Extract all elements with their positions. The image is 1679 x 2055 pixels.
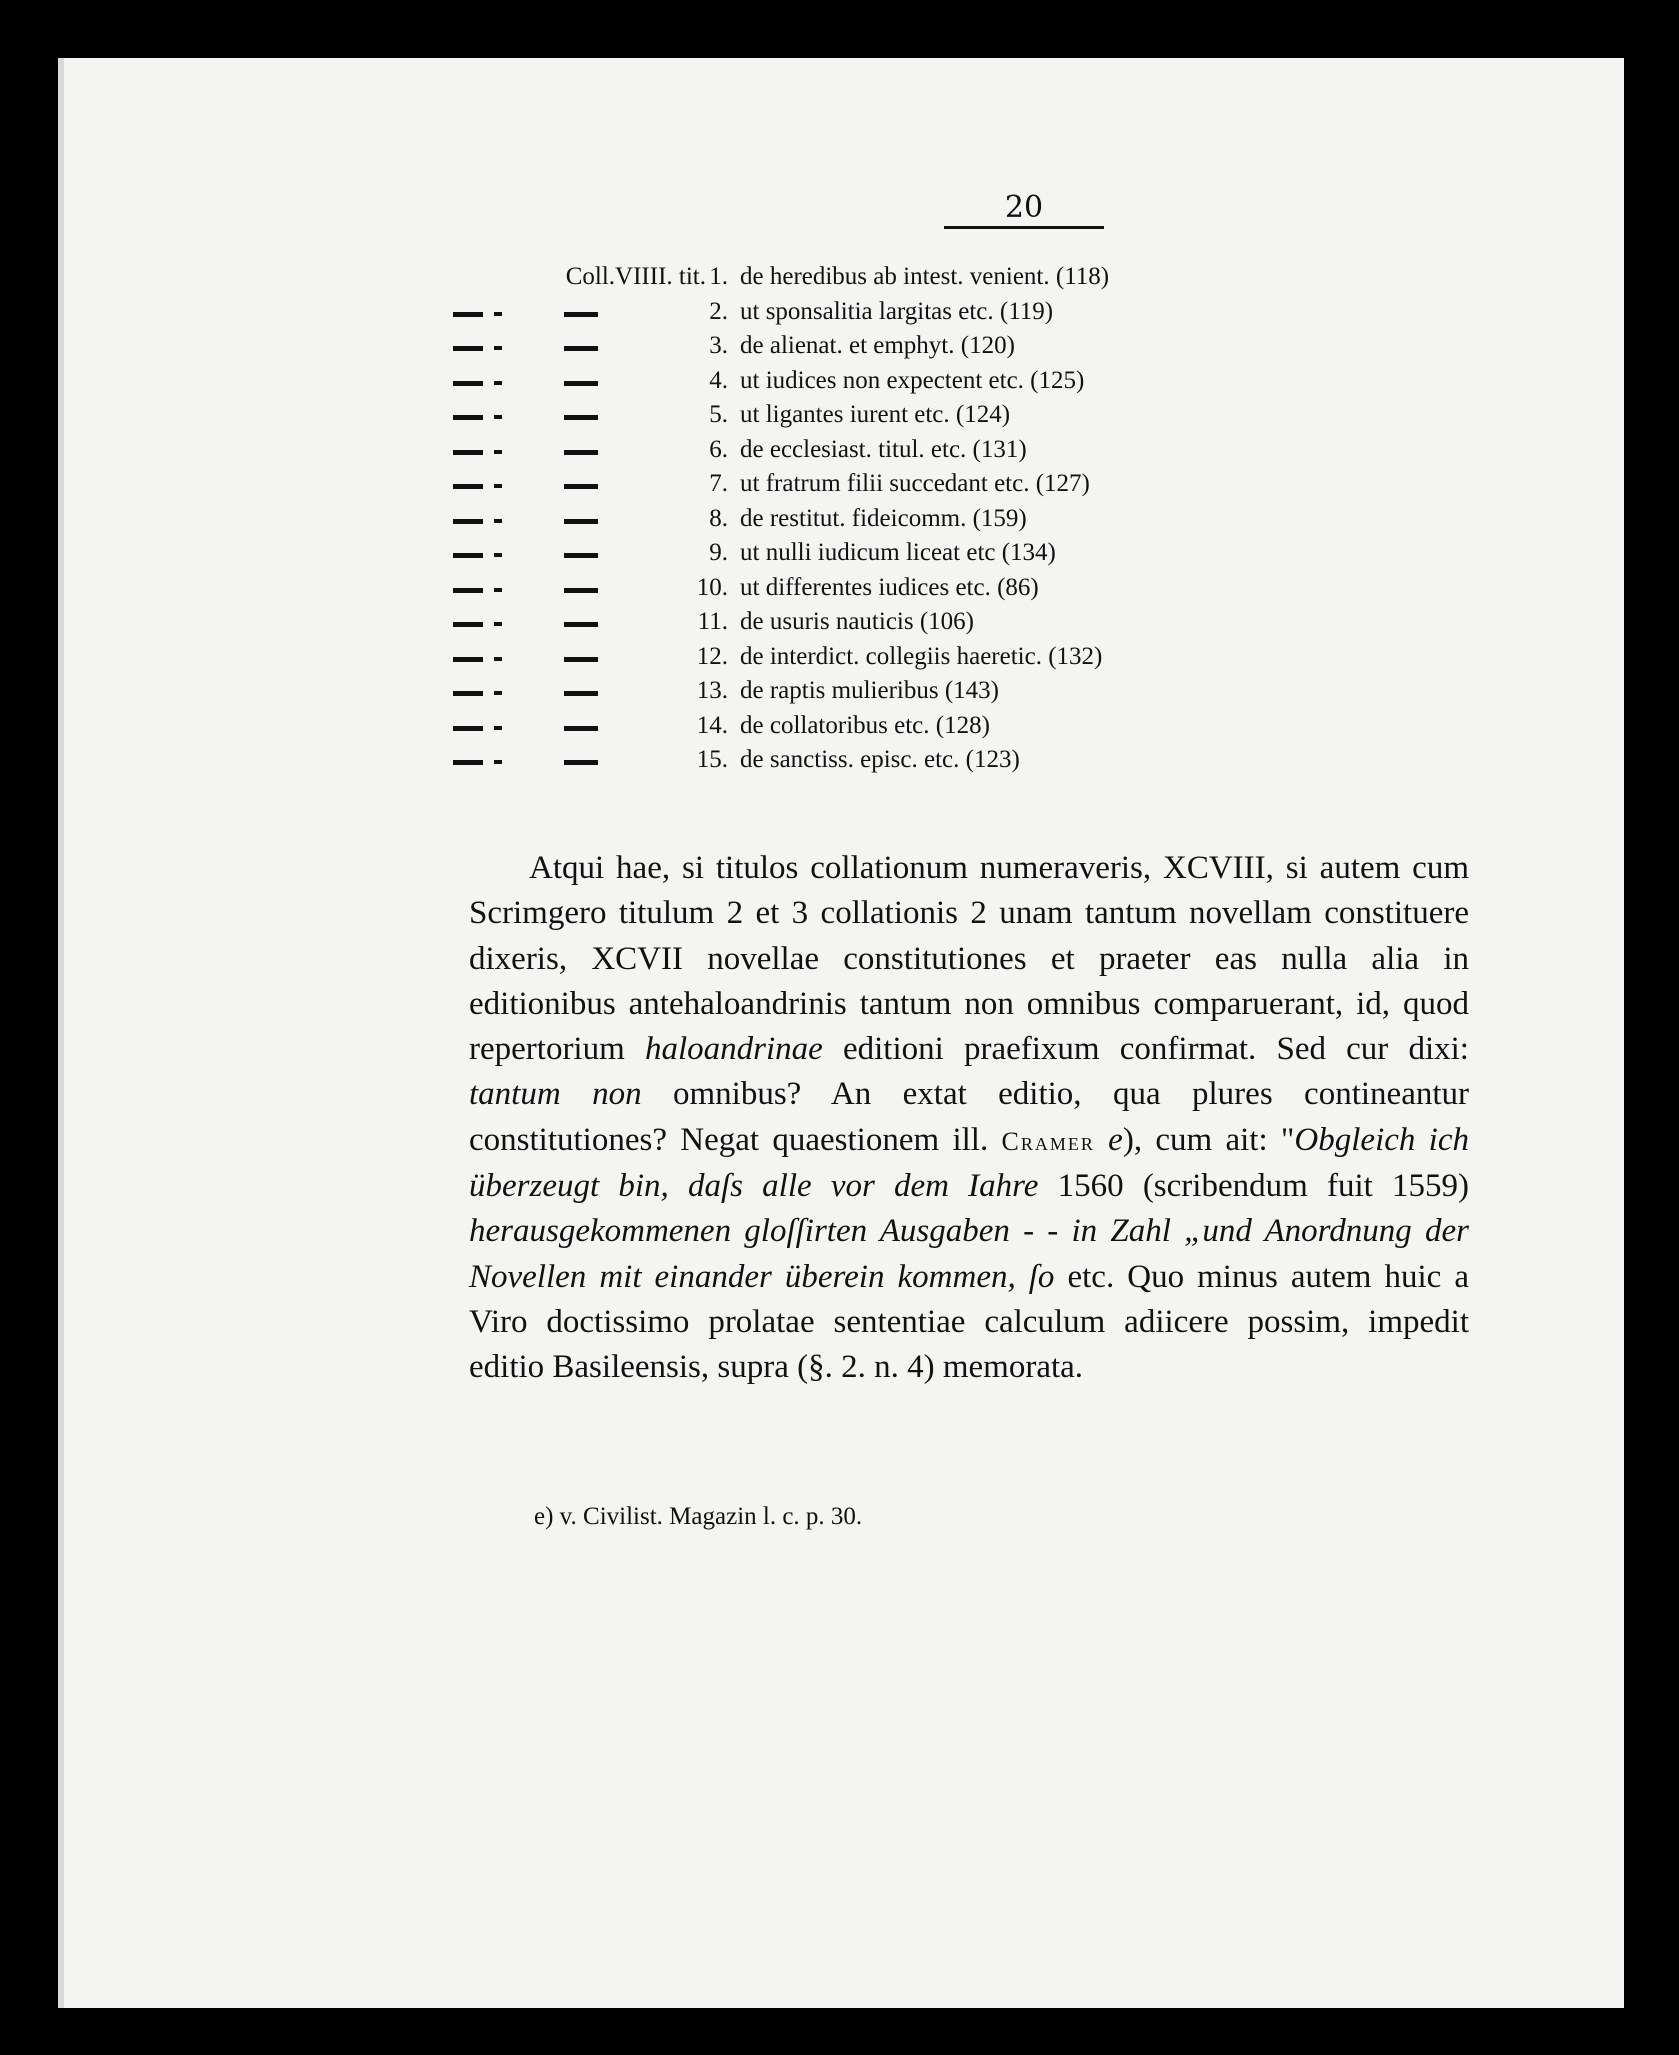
- ditto-dot: [494, 760, 502, 764]
- toc-number: 3.: [709, 332, 728, 359]
- ditto-dash: [564, 381, 598, 386]
- ditto-dot: [494, 622, 502, 626]
- toc-row: [64, 677, 1624, 711]
- ditto-dash: [453, 657, 483, 662]
- ditto-dot: [494, 519, 502, 523]
- toc-number: 8.: [709, 504, 728, 532]
- ditto-dash: [453, 760, 483, 765]
- toc-prefix: Coll.VIIII. tit.: [565, 263, 706, 290]
- ditto-dash: [453, 726, 483, 731]
- ditto-dash: [453, 346, 483, 351]
- ditto-dash: [453, 588, 483, 593]
- ditto-dot: [494, 553, 502, 557]
- ditto-dash: [453, 553, 483, 558]
- page: [58, 58, 1624, 2008]
- toc-entry-text: de raptis mulieribus (143): [740, 677, 999, 704]
- ditto-dot: [494, 657, 502, 661]
- toc-number: 9.: [709, 539, 728, 566]
- ditto-dash: [564, 726, 598, 731]
- ditto-dot: [494, 588, 502, 592]
- toc-row: [64, 436, 1624, 470]
- prose-text: omnibus? An extat editio, qua plures contineantur constitutiones? Negat quaestionem ill.: [469, 1076, 1469, 1158]
- toc-number: 2.: [709, 297, 728, 325]
- toc-row: [64, 367, 1624, 401]
- toc-number: 13.: [696, 677, 728, 704]
- ditto-dash: [453, 312, 483, 317]
- ditto-dash: [453, 415, 483, 420]
- quotation: herausgekommenen gloſſirten Ausgaben - - in Zahl „und Anordnung der Novellen mit einander überein kommen, ſo: [469, 1213, 1469, 1295]
- toc-row: [64, 574, 1624, 608]
- toc-number: 14.: [696, 711, 728, 739]
- prose-italic: tantum non: [469, 1076, 642, 1113]
- toc-entry-text: de restitut. fideicomm. (159): [740, 504, 1027, 532]
- ditto-dash: [564, 415, 598, 420]
- author-name: Cramer: [1001, 1126, 1095, 1156]
- prose-text: editioni praefixum confirmat. Sed cur dixi:: [822, 1031, 1469, 1068]
- toc-entry-text: de ecclesiast. titul. etc. (131): [740, 435, 1027, 463]
- toc-number: 15.: [696, 746, 728, 773]
- toc-number: 10.: [696, 573, 728, 601]
- prose-text: 1560 (scribendum fuit 1559): [1038, 1168, 1469, 1205]
- toc-number: 6.: [709, 435, 728, 463]
- ditto-dash: [564, 622, 598, 627]
- ditto-dash: [564, 691, 598, 696]
- ditto-dash: [564, 760, 598, 765]
- ditto-dash: [564, 657, 598, 662]
- toc-row: [64, 505, 1624, 539]
- toc-row: [64, 401, 1624, 435]
- toc-entry-text: ut fratrum filii succedant etc. (127): [740, 470, 1090, 497]
- main-paragraph: [469, 846, 1469, 1391]
- ditto-dash: [564, 588, 598, 593]
- ditto-dash: [453, 622, 483, 627]
- prose-italic: haloandrinae: [644, 1031, 823, 1068]
- ditto-dash: [564, 553, 598, 558]
- page-number: 20: [1004, 190, 1044, 225]
- ditto-dash: [453, 691, 483, 696]
- ditto-dash: [564, 450, 598, 455]
- footnote-ref: e: [1094, 1121, 1123, 1158]
- toc-row: [64, 470, 1624, 504]
- toc-number: 12.: [696, 642, 728, 670]
- toc-entry-text: de interdict. collegiis haeretic. (132): [740, 642, 1103, 670]
- toc-entry-text: de usuris nauticis (106): [740, 608, 974, 635]
- ditto-dot: [494, 726, 502, 730]
- toc-number: 5.: [709, 401, 728, 428]
- ditto-dot: [494, 484, 502, 488]
- toc-number: 7.: [709, 470, 728, 497]
- toc-number: 1.: [709, 263, 728, 290]
- toc-number: 4.: [709, 366, 728, 394]
- toc-entry-text: de collatoribus etc. (128): [740, 711, 990, 739]
- ditto-dash: [564, 346, 598, 351]
- toc-row: [64, 263, 1624, 297]
- prose-text: Atqui hae, si titulos collationum numeraveris, XCVIII, si autem cum Scrimgero titulum 2 et 3 collationis 2 unam tantum novellam constituere dixeris, XCVII novellae constitutiones et praeter eas nulla alia in editionibus antehaloandrinis tantum non omnibus comparuerant, id, quod repertorium: [469, 850, 1469, 1068]
- toc-entry-text: ut sponsalitia largitas etc. (119): [740, 297, 1054, 325]
- ditto-dot: [494, 381, 502, 385]
- ditto-dot: [494, 312, 502, 316]
- toc-number: 11.: [697, 608, 728, 635]
- toc-row: [64, 298, 1624, 332]
- ditto-dash: [453, 484, 483, 489]
- prose-text: ), cum ait: ": [1122, 1121, 1295, 1158]
- toc-entry-text: ut differentes iudices etc. (86): [740, 573, 1039, 601]
- ditto-dash: [453, 519, 483, 524]
- toc-row: [64, 332, 1624, 366]
- toc-entry-text: de heredibus ab intest. venient. (118): [740, 263, 1110, 290]
- toc-row: [64, 746, 1624, 780]
- ditto-dot: [494, 691, 502, 695]
- page-number-rule: [944, 226, 1104, 229]
- toc-row: [64, 608, 1624, 642]
- ditto-dash: [453, 450, 483, 455]
- ditto-dash: [564, 484, 598, 489]
- toc-entry-text: de alienat. et emphyt. (120): [740, 332, 1015, 359]
- toc-entry-text: ut iudices non expectent etc. (125): [740, 366, 1085, 394]
- ditto-dash: [564, 312, 598, 317]
- toc-row: [64, 712, 1624, 746]
- ditto-dot: [494, 346, 502, 350]
- prose-text: etc. Quo minus autem huic a Viro doctissimo prolatae sententiae calculum adiicere possim, impedit editio Basileensis, supra (§. 2. n. 4) memorata.: [469, 1258, 1470, 1386]
- ditto-dash: [453, 381, 483, 386]
- ditto-dash: [564, 519, 598, 524]
- toc-row: [64, 539, 1624, 573]
- ditto-dot: [494, 450, 502, 454]
- toc-row: [64, 643, 1624, 677]
- toc-entry-text: ut nulli iudicum liceat etc (134): [740, 539, 1056, 566]
- toc-entry-text: ut ligantes iurent etc. (124): [740, 401, 1011, 428]
- quotation: Obgleich ich überzeugt bin, daſs alle vor dem Iahre: [469, 1121, 1470, 1205]
- ditto-dot: [494, 415, 502, 419]
- toc-entry-text: de sanctiss. episc. etc. (123): [740, 746, 1020, 773]
- footnote: e) v. Civilist. Magazin l. c. p. 30.: [534, 1503, 863, 1530]
